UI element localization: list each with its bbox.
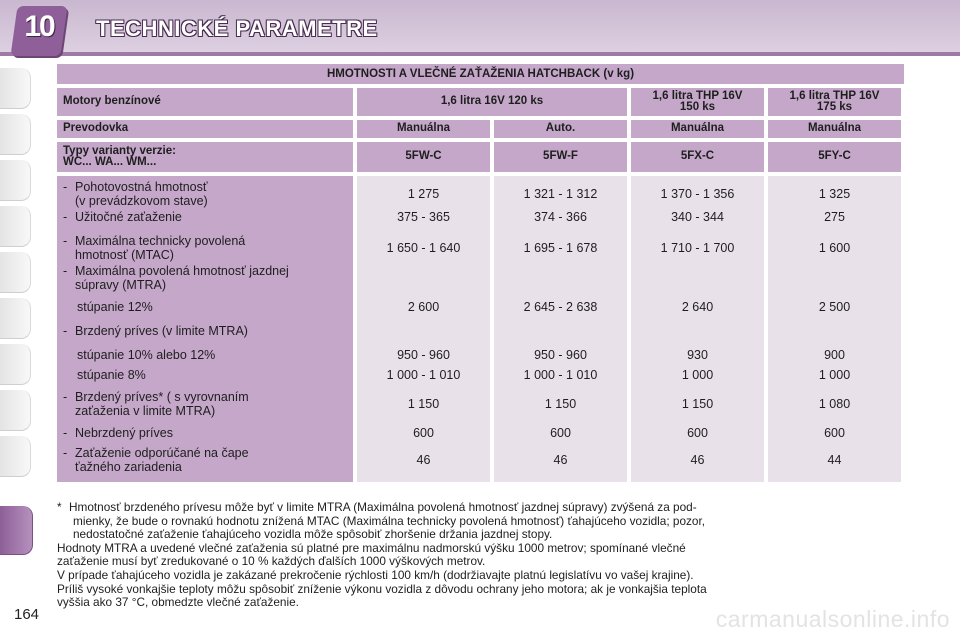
table-cell: 2 500: [818, 300, 851, 314]
table-cell: 600: [687, 426, 708, 440]
table-cell: 600: [413, 426, 434, 440]
table-cell: 1 370 - 1 356: [660, 187, 735, 201]
row-label-text: Zaťaženie odporúčané na čape: [75, 446, 249, 460]
table-cell: 1 000: [681, 368, 714, 382]
footnote-star: *: [57, 500, 62, 514]
engine-b-line1: 1,6 litra THP 16V: [652, 89, 743, 102]
row-label-line: [63, 390, 249, 404]
engine-c-line1: 1,6 litra THP 16V: [789, 89, 880, 102]
row-label: [63, 264, 289, 292]
engine-b-line2: 150 ks: [679, 101, 716, 113]
header-divider: [0, 52, 960, 56]
table-cell: 1 710 - 1 700: [660, 241, 735, 255]
row-label: [63, 446, 249, 474]
chapter-tab[interactable]: [0, 436, 31, 477]
type-value: 5FX-C: [631, 142, 764, 172]
row-label-line: [63, 426, 173, 440]
table-cell: 600: [824, 426, 845, 440]
row-dash: -: [63, 180, 68, 194]
table-cell: 2 645 - 2 638: [523, 300, 598, 314]
row-dash: -: [63, 264, 68, 278]
table-cell: 340 - 344: [671, 210, 724, 224]
table-cell: 1 000: [818, 368, 851, 382]
table-cell: 1 600: [818, 241, 851, 255]
row-label-text: Brzdený príves* ( s vyrovnaním: [75, 390, 249, 404]
engine-b: [631, 88, 764, 116]
table-cell: 374 - 366: [534, 210, 587, 224]
row-label: [63, 368, 146, 382]
row-label-line: [63, 324, 248, 338]
footnote-line: nedostatočné zaťaženie ťahajúceho vozidla môže spôsobiť zhoršenie držania jazdnej stopy.: [73, 527, 553, 542]
gearbox-value: Manuálna: [631, 120, 764, 138]
engine-row-label: Motory benzínové: [57, 88, 353, 116]
row-label-text: Maximálna povolená hmotnosť jazdnej: [75, 264, 289, 278]
engine-c: [768, 88, 901, 116]
row-label-line: [63, 264, 289, 278]
engine-row: [57, 88, 904, 116]
row-label-line: [63, 234, 245, 248]
table-cell: 46: [416, 453, 431, 467]
row-label-text: stúpanie 8%: [77, 368, 146, 382]
type-row-label-line1: Typy varianty verzie:: [63, 144, 176, 157]
table-cell: 950 - 960: [534, 348, 587, 362]
table-title: HMOTNOSTI A VLEČNÉ ZAŤAŽENIA HATCHBACK (v kg): [57, 64, 904, 84]
gearbox-value: Auto.: [494, 120, 627, 138]
note-paragraph: V prípade ťahajúceho vozidla je zakázané prekročenie rýchlosti 100 km/h (dodržiavajte platnú legislatívu vo vašej krajine).: [57, 567, 694, 582]
row-dash: -: [63, 234, 68, 248]
row-label-text: Brzdený príves (v limite MTRA): [75, 324, 248, 338]
row-label: [63, 390, 249, 418]
values-column: [631, 176, 764, 482]
engine-c-line2: 175 ks: [816, 101, 853, 113]
row-label: [63, 348, 215, 362]
chapter-tab[interactable]: [0, 114, 31, 155]
table-cell: 1 000 - 1 010: [523, 368, 598, 382]
table-cell: 2 640: [681, 300, 714, 314]
row-label: [63, 300, 153, 314]
table-cell: 1 080: [818, 397, 851, 411]
values-column: [494, 176, 627, 482]
footnote-text: Hmotnosť brzdeného prívesu môže byť v limite MTRA (Maximálna povolená hmotnosť jazdnej súpravy) zvýšená za pod-: [69, 500, 697, 514]
row-label-text: hmotnosť (MTAC): [75, 248, 174, 262]
values-column: [768, 176, 901, 482]
row-dash: -: [63, 446, 68, 460]
footnote-line: mienky, že bude o rovnakú hodnotu znížená MTAC (Maximálna technicky povolená hmotnosť) ťahajúceho vozidla; pozor,: [73, 513, 706, 528]
row-label-text: stúpanie 10% alebo 12%: [77, 348, 216, 362]
table-cell: 1 150: [407, 397, 440, 411]
row-label-text: (v prevádzkovom stave): [75, 194, 208, 208]
type-value: 5FW-F: [494, 142, 627, 172]
gearbox-row-label: Prevodovka: [57, 120, 353, 138]
row-label-line: [63, 368, 146, 382]
row-label-text: zaťaženia v limite MTRA): [75, 404, 216, 418]
chapter-tab[interactable]: [0, 68, 31, 109]
table-cell: 1 275: [407, 187, 440, 201]
table-cell: 46: [553, 453, 568, 467]
note-paragraph: Hodnoty MTRA a uvedené vlečné zaťaženia sú platné pre maximálnu nadmorskú výšku 1000 metrov; spomínané vlečné: [57, 540, 686, 555]
row-labels-column: [57, 176, 353, 482]
table-cell: 900: [824, 348, 845, 362]
type-value: 5FY-C: [768, 142, 901, 172]
table-cell: 44: [827, 453, 842, 467]
row-label-line: [63, 446, 249, 460]
table-cell: 1 000 - 1 010: [386, 368, 461, 382]
table-cell: 930: [687, 348, 708, 362]
table-cell: 600: [550, 426, 571, 440]
row-dash: -: [63, 426, 68, 440]
chapter-tab-active[interactable]: [0, 506, 33, 555]
note-paragraph: Príliš vysoké vonkajšie teploty môžu spôsobiť zníženie výkonu vozidla z dôvodu ochrany jeho motora; ak je vonkajšia teplota: [57, 581, 707, 596]
footnotes: [57, 501, 905, 610]
row-dash: -: [63, 324, 68, 338]
row-label: [63, 426, 173, 440]
note-paragraph: zaťaženie musí byť zredukované o 10 % každých ďalších 1000 výškových metrov.: [57, 554, 486, 569]
chapter-tabs: [0, 68, 34, 568]
row-label-text: súpravy (MTRA): [75, 278, 166, 292]
row-label-line: [63, 180, 208, 194]
row-dash: -: [63, 390, 68, 404]
row-dash: -: [63, 210, 68, 224]
type-row-label-line2: WC... WA... WM...: [63, 156, 157, 168]
chapter-tab[interactable]: [0, 298, 31, 339]
weights-table: [57, 64, 904, 482]
values-column: [357, 176, 490, 482]
row-label-text: Pohotovostná hmotnosť: [75, 180, 208, 194]
gearbox-value: Manuálna: [768, 120, 901, 138]
note-paragraph: vyššia ako 37 °C, obmedzte vlečné zaťaženie.: [57, 595, 299, 610]
row-label-line: [63, 210, 182, 224]
table-cell: 1 695 - 1 678: [523, 241, 598, 255]
table-cell: 1 150: [681, 397, 714, 411]
row-label: [63, 324, 248, 338]
page-title: TECHNICKÉ PARAMETRE: [96, 16, 378, 41]
row-label-text: stúpanie 12%: [77, 300, 153, 314]
chapter-tab[interactable]: [0, 344, 31, 385]
table-cell: 1 321 - 1 312: [523, 187, 598, 201]
row-label: [63, 234, 245, 262]
table-cell: 275: [824, 210, 845, 224]
data-block: [57, 176, 904, 482]
table-cell: 2 600: [407, 300, 440, 314]
row-label-line: [63, 300, 153, 314]
footnote-line: [57, 501, 905, 515]
table-cell: 950 - 960: [397, 348, 450, 362]
type-row: [57, 142, 904, 172]
row-label: [63, 210, 182, 224]
engine-a: 1,6 litra 16V 120 ks: [357, 88, 627, 116]
row-label-text: Nebrzdený príves: [75, 426, 173, 440]
table-cell: 1 150: [544, 397, 577, 411]
row-label-text: ťažného zariadenia: [75, 460, 182, 474]
watermark: carmanualsonline.info: [715, 606, 950, 632]
row-label-line: [63, 348, 215, 362]
chapter-number: 10: [24, 10, 54, 43]
chapter-tab[interactable]: [0, 252, 31, 293]
table-cell: 375 - 365: [397, 210, 450, 224]
type-value: 5FW-C: [357, 142, 490, 172]
chapter-tab[interactable]: [0, 390, 31, 431]
chapter-tab[interactable]: [0, 206, 31, 247]
gearbox-row: [57, 120, 904, 138]
type-row-label: [57, 142, 353, 172]
row-label: [63, 180, 208, 208]
page-number: 164: [14, 606, 40, 623]
table-cell: 1 650 - 1 640: [386, 241, 461, 255]
gearbox-value: Manuálna: [357, 120, 490, 138]
chapter-tab[interactable]: [0, 160, 31, 201]
table-cell: 46: [690, 453, 705, 467]
table-cell: 1 325: [818, 187, 851, 201]
row-label-text: Maximálna technicky povolená: [75, 234, 246, 248]
row-label-text: Užitočné zaťaženie: [75, 210, 182, 224]
